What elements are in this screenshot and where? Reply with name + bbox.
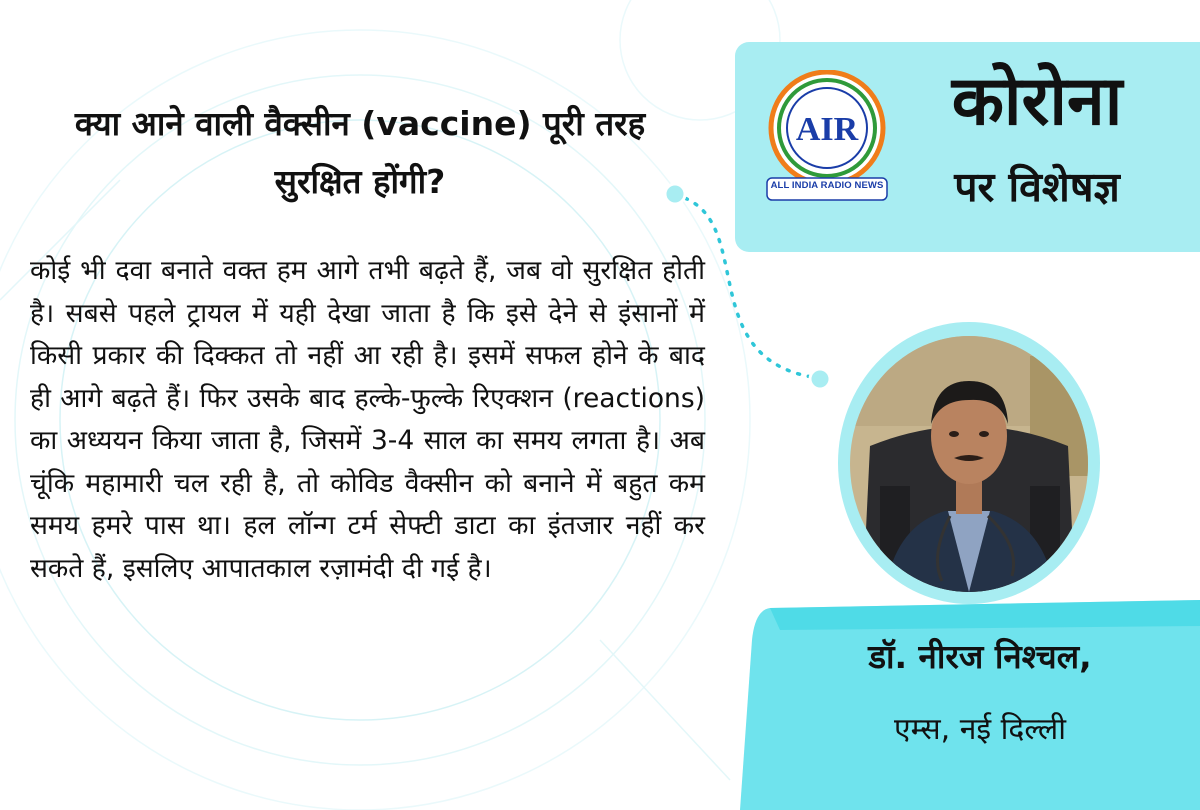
answer-text: कोई भी दवा बनाते वक्त हम आगे तभी बढ़ते हैं, जब वो सुरक्षित होती है। सबसे पहले ट्रायल में यही देखा जाता है कि इसे देने से इंसानों में किसी प्रकार की दिक्कत तो नहीं आ रही है। इसमें सफल होने के बाद ही आगे बढ़ते हैं। फिर उसके बाद हल्के-फुल्के रिएक्शन (reactions) का अध्ययन किया जाता है, जिसमें 3-4 साल का समय लगता है। अब चूंकि महामारी चल रही है, तो कोविड वैक्सीन को बनाने में बहुत कम समय हमरे पास था। हल लॉन्ग टर्म सेफ्टी डाटा का इंतजार नहीं कर सकते हैं, इसलिए आपातकाल रज़ामंदी दी गई है। xyxy=(30,255,705,584)
doctor-photo xyxy=(850,336,1088,592)
header-subtitle: पर विशेषज्ञ xyxy=(954,163,1120,211)
question-heading: क्या आने वाली वैक्सीन (vaccine) पूरी तरह सुरक्षित होंगी? xyxy=(74,104,646,201)
expert-place: एम्स, नई दिल्ली xyxy=(894,712,1066,747)
logo-letters: AIR xyxy=(795,111,859,148)
expert-name: डॉ. नीरज निश्चल, xyxy=(868,637,1092,676)
logo-caption: ALL INDIA RADIO NEWS xyxy=(770,180,884,191)
header-title: कोरोना xyxy=(951,62,1123,141)
